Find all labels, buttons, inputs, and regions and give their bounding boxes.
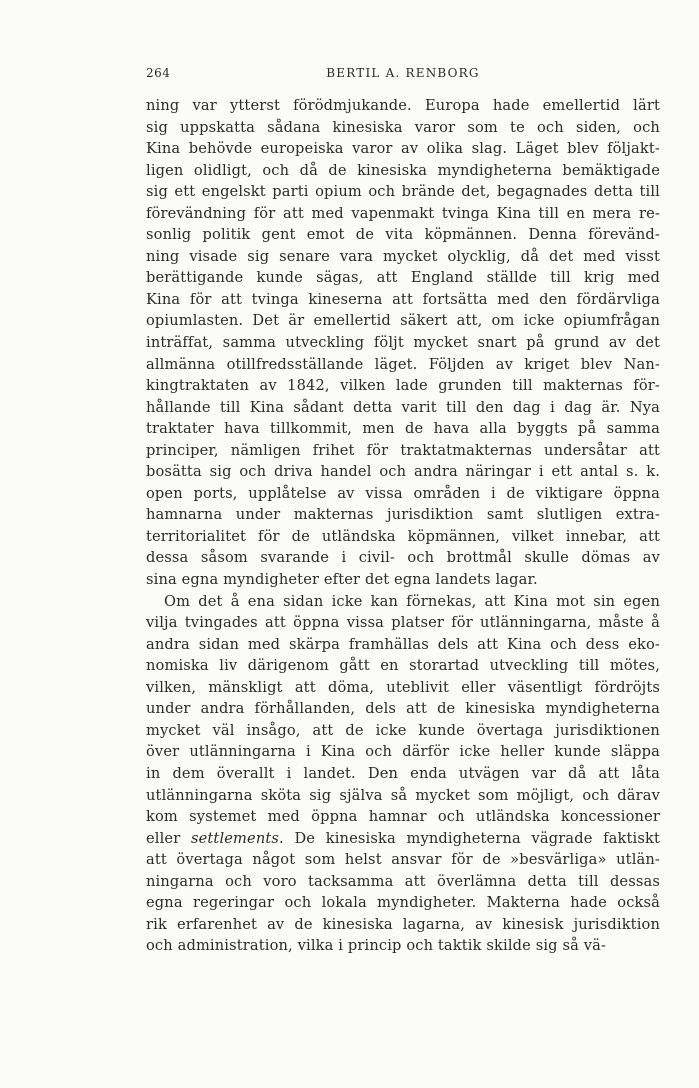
text-line: egna regeringar och lokala myndigheter. Makterna hade också bbox=[146, 894, 660, 912]
text-line: eller settlements. De kinesiska myndigheterna vägrade faktiskt bbox=[146, 829, 660, 847]
body-text bbox=[146, 95, 660, 957]
text-line: open ports, upplåtelse av vissa områden i de viktigare öppna bbox=[146, 484, 660, 502]
page-header bbox=[146, 66, 660, 84]
paragraph bbox=[146, 591, 660, 957]
text-line: bosätta sig och driva handel och andra näringar i ett antal s. k. bbox=[146, 463, 660, 481]
text-line: hållande till Kina sådant detta varit till den dag i dag är. Nya bbox=[146, 398, 660, 416]
text-line: nomiska liv därigenom gått en storartad utveckling till mötes, bbox=[146, 657, 660, 675]
text-line: vilken, mänskligt att döma, uteblivit eller väsentligt fördröjts bbox=[146, 678, 660, 696]
text-line: principer, nämligen frihet för traktatmakternas undersåtar att bbox=[146, 441, 660, 459]
text-line: utlänningarna sköta sig själva så mycket som möjligt, och därav bbox=[146, 786, 660, 804]
text-line: över utlänningarna i Kina och därför icke heller kunde släppa bbox=[146, 743, 660, 761]
text-line: opiumlasten. Det är emellertid säkert att, om icke opiumfrågan bbox=[146, 312, 660, 330]
text-line: kingtraktaten av 1842, vilken lade grunden till makternas för- bbox=[146, 377, 660, 395]
text-line: ning var ytterst förödmjukande. Europa hade emellertid lärt bbox=[146, 97, 660, 114]
text-line: och administration, vilka i princip och taktik skilde sig så vä- bbox=[146, 937, 607, 955]
text-line: in dem överallt i landet. Den enda utvägen var då att låta bbox=[146, 764, 660, 782]
text-line: ligen olidligt, och då de kinesiska myndigheterna bemäktigade bbox=[146, 161, 660, 179]
text-line: hamnarna under makternas jurisdiktion samt slutligen extra- bbox=[146, 506, 660, 524]
text-line: allmänna otillfredsställande läget. Följden av kriget blev Nan- bbox=[146, 355, 660, 373]
text-line: kom systemet med öppna hamnar och utländska koncessioner bbox=[146, 808, 660, 826]
text-line: territorialitet för de utländska köpmännen, vilket innebar, att bbox=[146, 527, 660, 545]
text-line: att övertaga något som helst ansvar för de »besvärliga» utlän- bbox=[146, 851, 660, 869]
text-line: Om det å ena sidan icke kan förnekas, att Kina mot sin egen bbox=[164, 592, 660, 610]
text-line: sonlig politik gent emot de vita köpmännen. Denna förevänd- bbox=[146, 226, 660, 244]
text-line: dessa såsom svarande i civil- och brottmål skulle dömas av bbox=[146, 549, 660, 567]
text-line: förevändning för att med vapenmakt tvinga Kina till en mera re- bbox=[146, 204, 660, 222]
page-number: 264 bbox=[146, 66, 171, 80]
text-line: traktater hava tillkommit, men de hava alla byggts på samma bbox=[146, 420, 660, 438]
text-line: Kina behövde europeiska varor av olika slag. Läget blev följakt- bbox=[146, 140, 660, 158]
text-line: vilja tvingades att öppna vissa platser för utlänningarna, måste å bbox=[146, 614, 660, 632]
text-line: sina egna myndigheter efter det egna landets lagar. bbox=[146, 571, 538, 589]
text-line: Kina för att tvinga kineserna att fortsätta med den fördärvliga bbox=[146, 290, 660, 308]
text-line: ningarna och voro tacksamma att överlämna detta till dessas bbox=[146, 872, 660, 890]
text-line: ning visade sig senare vara mycket olycklig, då det med visst bbox=[146, 247, 660, 265]
paragraph bbox=[146, 95, 660, 591]
text-line: rik erfarenhet av de kinesiska lagarna, av kinesisk jurisdiktion bbox=[146, 915, 660, 933]
text-line: sig ett engelskt parti opium och brände det, begagnades detta till bbox=[146, 183, 660, 201]
text-line: berättigande kunde sägas, att England ställde till krig med bbox=[146, 269, 660, 287]
text-line: inträffat, samma utveckling följt mycket snart på grund av det bbox=[146, 334, 660, 352]
text-line: andra sidan med skärpa framhällas dels att Kina och dess eko- bbox=[146, 635, 660, 653]
running-head: BERTIL A. RENBORG bbox=[326, 66, 480, 80]
text-line: mycket väl insågo, att de icke kunde övertaga jurisdiktionen bbox=[146, 721, 660, 739]
text-line: under andra förhållanden, dels att de kinesiska myndigheterna bbox=[146, 700, 660, 718]
text-line: sig uppskatta sådana kinesiska varor som te och siden, och bbox=[146, 118, 660, 136]
